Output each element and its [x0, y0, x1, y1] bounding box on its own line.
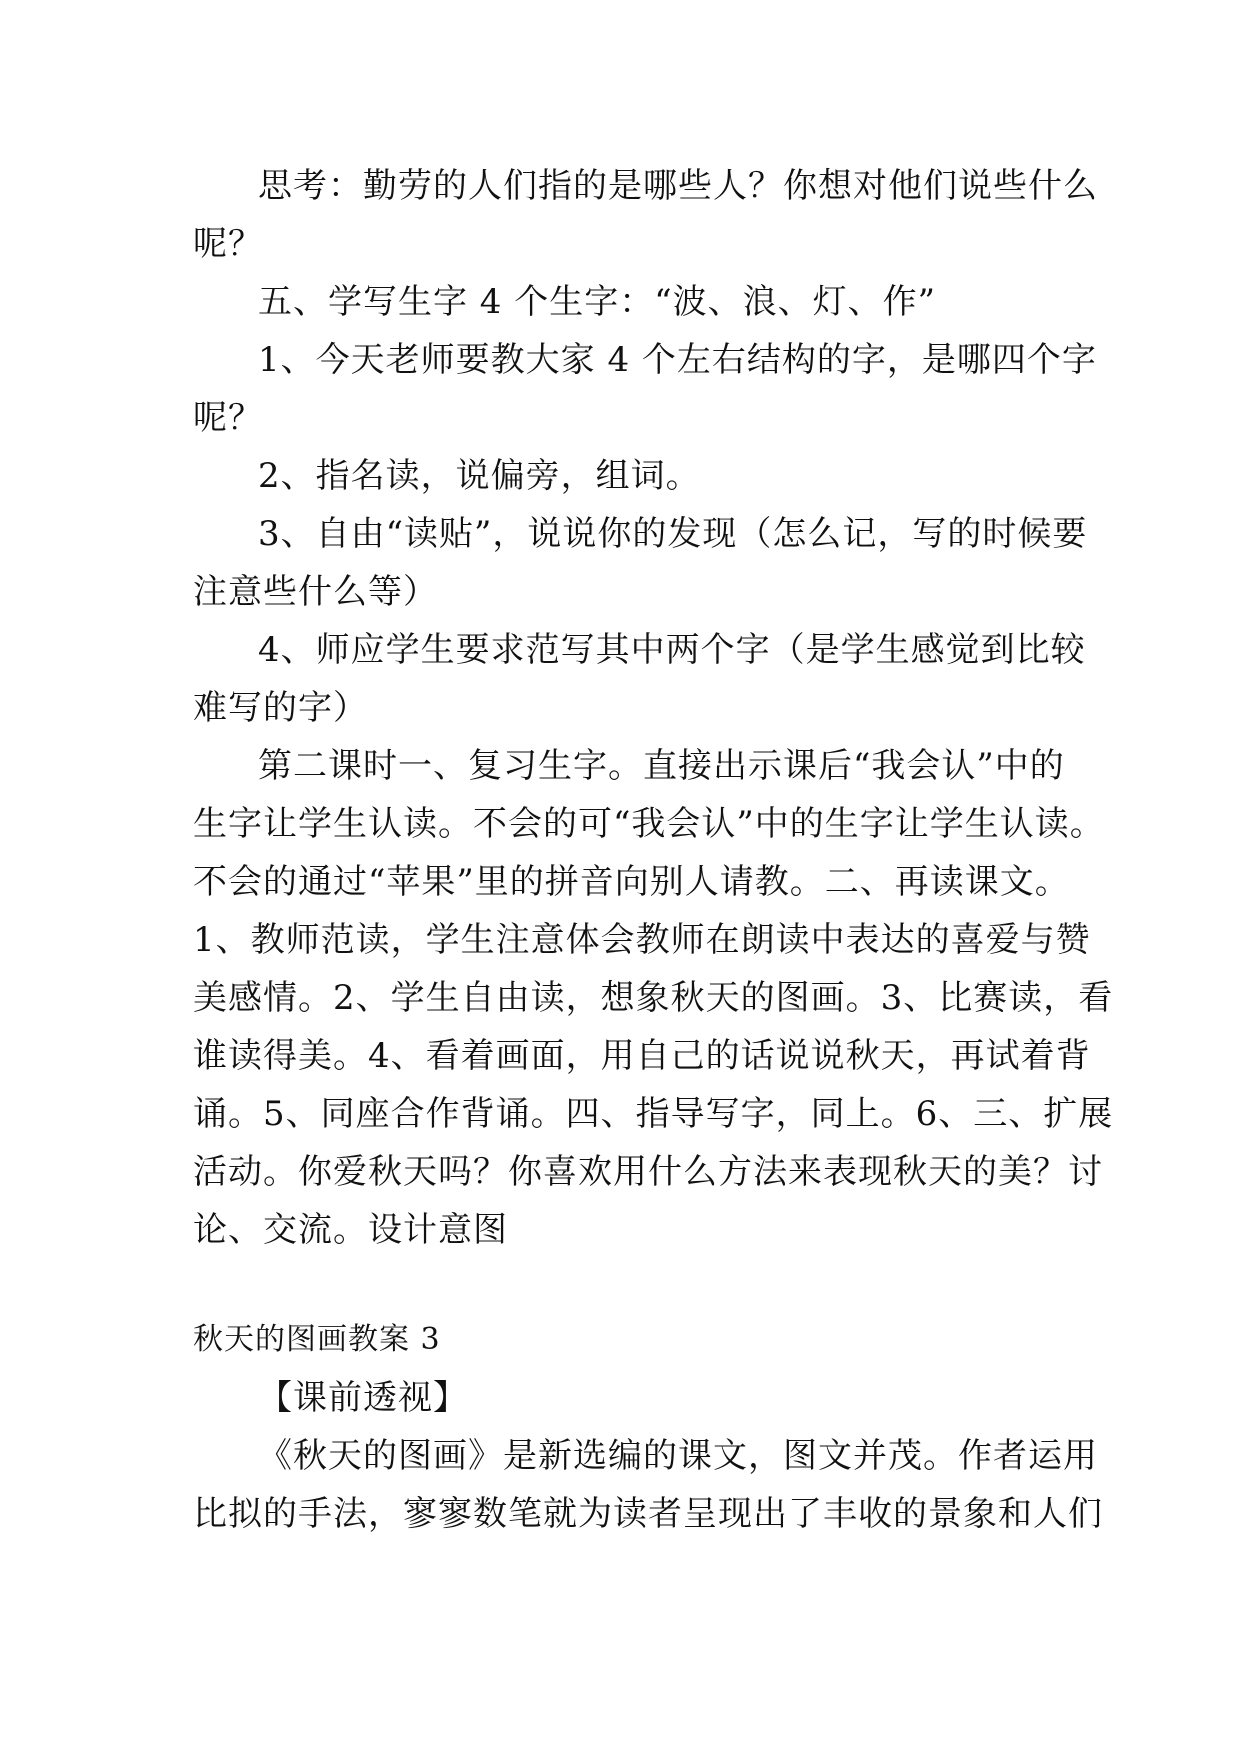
text-line: 呢？ — [193, 224, 263, 264]
text-line: 比拟的手法，寥寥数笔就为读者呈现出了丰收的景象和人们 — [193, 1494, 1103, 1534]
text-line: 诵。5、同座合作背诵。四、指导写字，同上。6、三、扩展 — [193, 1094, 1114, 1134]
section-heading: 秋天的图画教案 3 — [193, 1322, 441, 1357]
text-line: 难写的字） — [193, 688, 368, 728]
subsection-heading: 【课前透视】 — [258, 1378, 468, 1418]
text-line: 4、师应学生要求范写其中两个字（是学生感觉到比较 — [258, 630, 1086, 670]
text-line: 第二课时一、复习生字。直接出示课后“我会认”中的 — [258, 746, 1065, 786]
text-line: 五、学写生字 4 个生字：“波、浪、灯、作” — [258, 282, 937, 322]
text-line: 注意些什么等） — [193, 572, 438, 612]
text-line: 美感情。2、学生自由读，想象秋天的图画。3、比赛读，看 — [193, 978, 1114, 1018]
text-line: 3、自由“读贴”，说说你的发现（怎么记，写的时候要 — [258, 514, 1088, 554]
text-line: 1、教师范读，学生注意体会教师在朗读中表达的喜爱与赞 — [193, 920, 1091, 960]
text-line: 1、今天老师要教大家 4 个左右结构的字，是哪四个字 — [258, 340, 1097, 380]
text-line: 《秋天的图画》是新选编的课文，图文并茂。作者运用 — [258, 1436, 1098, 1476]
text-line: 思考：勤劳的人们指的是哪些人？你想对他们说些什么 — [258, 166, 1098, 206]
text-line: 不会的通过“苹果”里的拼音向别人请教。二、再读课文。 — [193, 862, 1070, 902]
text-line: 呢？ — [193, 398, 263, 438]
text-line: 论、交流。设计意图 — [193, 1210, 508, 1250]
text-line: 活动。你爱秋天吗？你喜欢用什么方法来表现秋天的美？讨 — [193, 1152, 1103, 1192]
text-line: 谁读得美。4、看着画面，用自己的话说说秋天，再试着背 — [193, 1036, 1091, 1076]
text-line: 2、指名读，说偏旁，组词。 — [258, 456, 701, 496]
text-line: 生字让学生认读。不会的可“我会认”中的生字让学生认读。 — [193, 804, 1105, 844]
